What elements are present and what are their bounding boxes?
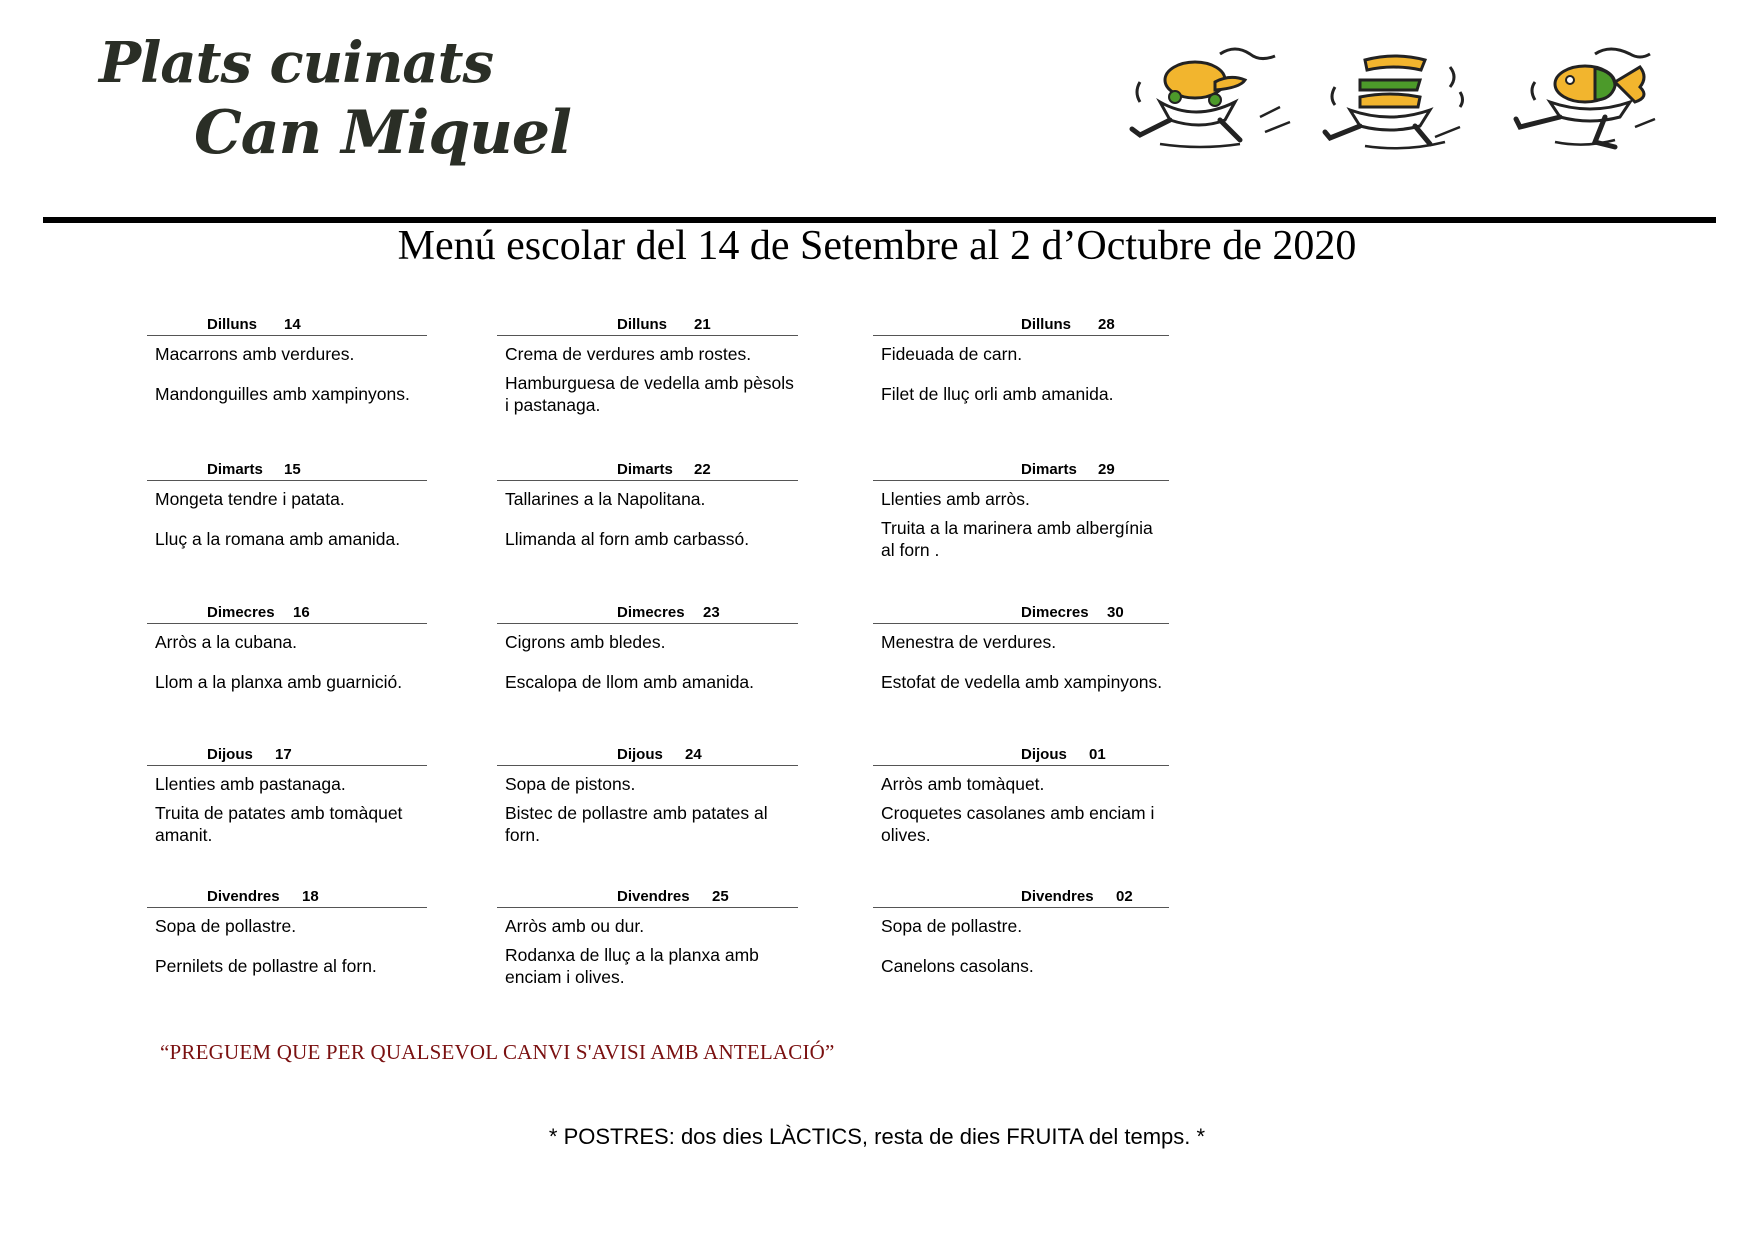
second-course: Lluç a la romana amb amanida.: [155, 529, 401, 549]
first-course: Sopa de pollastre.: [881, 916, 1023, 936]
day-date: 25: [712, 888, 729, 905]
first-course: Sopa de pistons.: [505, 774, 636, 794]
day-date: 30: [1107, 604, 1124, 621]
day-name: Divendres: [207, 888, 280, 905]
dessert-note: * POSTRES: dos dies LÀCTICS, resta de dies FRUITA del temps. *: [548, 1124, 1206, 1149]
day-header: [497, 460, 798, 481]
day-date: 21: [694, 316, 711, 333]
day-header: [497, 887, 798, 908]
day-header: [147, 745, 427, 766]
day-date: 28: [1098, 316, 1115, 333]
day-date: 16: [293, 604, 310, 621]
chicken-dish-icon: [1120, 42, 1300, 152]
day-date: 14: [284, 316, 301, 333]
day-date: 23: [703, 604, 720, 621]
second-course: Pernilets de pollastre al forn.: [155, 956, 377, 976]
day-header: [873, 603, 1169, 624]
day-header: [147, 315, 427, 336]
day-header: [873, 887, 1169, 908]
first-course: Tallarines a la Napolitana.: [505, 489, 706, 509]
first-course: Menestra de verdures.: [881, 632, 1057, 652]
day-date: 22: [694, 461, 711, 478]
second-course: Filet de lluç orli amb amanida.: [881, 384, 1114, 404]
day-menu: [873, 603, 1169, 728]
second-course: Rodanxa de lluç a la planxa amb enciam i olives.: [505, 945, 759, 987]
first-course: Sopa de pollastre.: [155, 916, 297, 936]
day-name: Dijous: [207, 746, 253, 763]
day-name: Dimarts: [207, 461, 263, 478]
day-name: Dilluns: [1021, 316, 1072, 333]
mascot-illustrations: [1120, 42, 1680, 152]
day-menu: [147, 603, 427, 728]
day-name: Dimarts: [1021, 461, 1077, 478]
day-menu: [497, 745, 798, 870]
day-date: 18: [302, 888, 319, 905]
day-menu: [147, 315, 427, 440]
second-course: Mandonguilles amb xampinyons.: [155, 384, 410, 404]
second-course: Llimanda al forn amb carbassó.: [505, 529, 750, 549]
day-menu: [147, 745, 427, 870]
day-date: 29: [1098, 461, 1115, 478]
day-header: [873, 315, 1169, 336]
day-name: Dilluns: [207, 316, 258, 333]
fish-dish-icon: [1495, 42, 1675, 152]
page-title: Menú escolar del 14 de Setembre al 2 d’Octubre de 2020: [397, 223, 1357, 269]
change-notice: “PREGUEM QUE PER QUALSEVOL CANVI S'AVISI AMB ANTELACIÓ”: [160, 1040, 835, 1064]
day-menu: [873, 460, 1169, 585]
day-date: 17: [275, 746, 292, 763]
day-menu: [873, 887, 1169, 1012]
first-course: Mongeta tendre i patata.: [155, 489, 345, 509]
second-course: Hamburguesa de vedella amb pèsols i pastanaga.: [505, 373, 794, 415]
day-menu: [497, 603, 798, 728]
day-date: 24: [685, 746, 702, 763]
day-header: [147, 887, 427, 908]
first-course: Arròs a la cubana.: [155, 632, 298, 652]
day-date: 01: [1089, 746, 1106, 763]
day-name: Dimecres: [617, 604, 685, 621]
day-menu: [873, 745, 1169, 870]
second-course: Bistec de pollastre amb patates al forn.: [505, 803, 768, 845]
second-course: Truita de patates amb tomàquet amanit.: [155, 803, 403, 845]
first-course: Llenties amb arròs.: [881, 489, 1030, 509]
day-header: [147, 603, 427, 624]
day-header: [497, 315, 798, 336]
day-menu: [873, 315, 1169, 440]
day-name: Dijous: [617, 746, 663, 763]
second-course: Estofat de vedella amb xampinyons.: [881, 672, 1163, 692]
first-course: Llenties amb pastanaga.: [155, 774, 346, 794]
second-course: Escalopa de llom amb amanida.: [505, 672, 755, 692]
logo-line1: Plats cuinats: [99, 30, 494, 96]
day-date: 02: [1116, 888, 1133, 905]
day-menu: [497, 315, 798, 440]
second-course: Llom a la planxa amb guarnició.: [155, 672, 403, 692]
first-course: Arròs amb tomàquet.: [881, 774, 1045, 794]
first-course: Arròs amb ou dur.: [505, 916, 645, 936]
sandwich-dish-icon: [1305, 42, 1485, 152]
day-date: 15: [284, 461, 301, 478]
first-course: Crema de verdures amb rostes.: [505, 344, 752, 364]
day-name: Dimecres: [207, 604, 275, 621]
day-header: [147, 460, 427, 481]
day-header: [497, 603, 798, 624]
first-course: Cigrons amb bledes.: [505, 632, 666, 652]
second-course: Canelons casolans.: [881, 956, 1034, 976]
day-menu: [147, 887, 427, 1012]
logo: [99, 30, 571, 190]
first-course: Macarrons amb verdures.: [155, 344, 355, 364]
day-name: Divendres: [1021, 888, 1094, 905]
second-course: Truita a la marinera amb albergínia al forn .: [881, 518, 1153, 560]
day-name: Dimarts: [617, 461, 673, 478]
day-menu: [147, 460, 427, 585]
first-course: Fideuada de carn.: [881, 344, 1023, 364]
logo-line2: Can Miquel: [194, 98, 571, 168]
day-name: Divendres: [617, 888, 690, 905]
second-course: Croquetes casolanes amb enciam i olives.: [881, 803, 1155, 845]
day-header: [873, 460, 1169, 481]
day-menu: [497, 887, 798, 1012]
day-header: [497, 745, 798, 766]
day-name: Dijous: [1021, 746, 1067, 763]
day-name: Dimecres: [1021, 604, 1089, 621]
day-header: [873, 745, 1169, 766]
day-menu: [497, 460, 798, 585]
day-name: Dilluns: [617, 316, 668, 333]
